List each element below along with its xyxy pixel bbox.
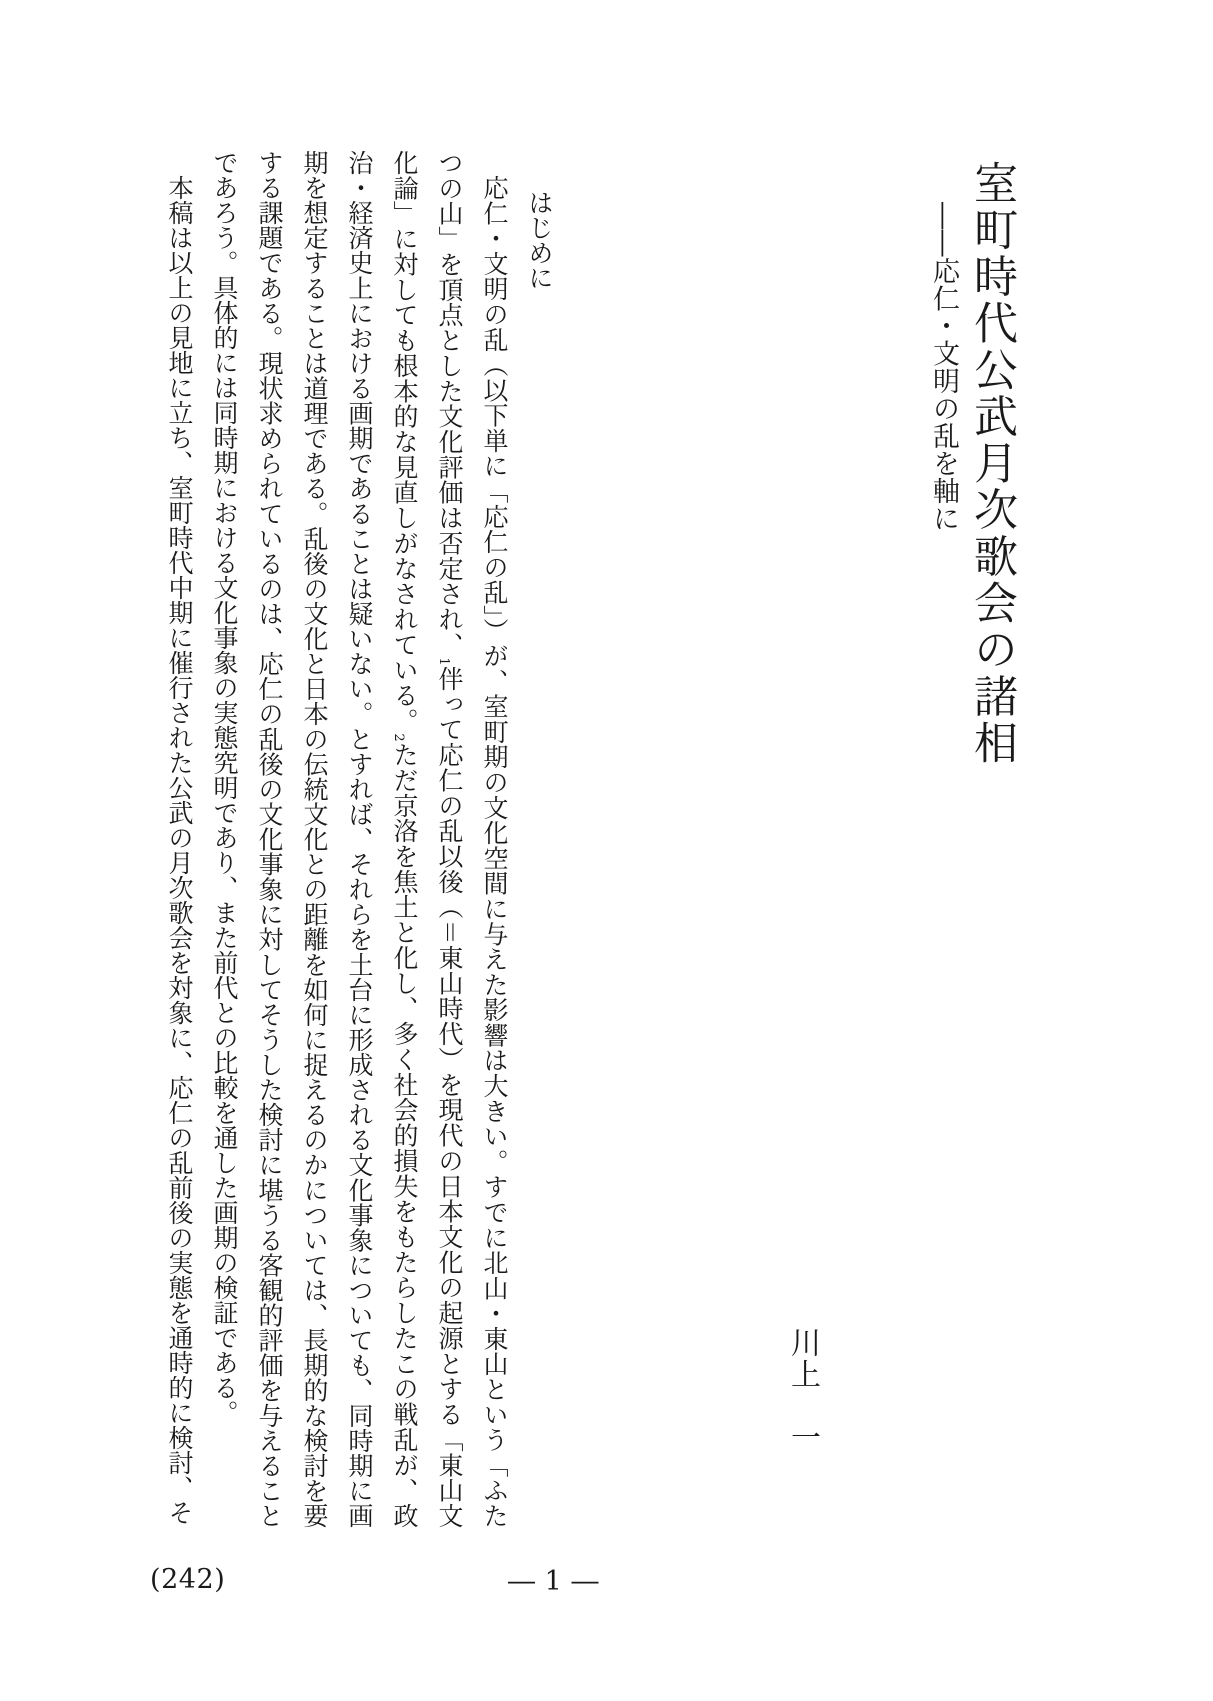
page-number: ― 1 ― bbox=[508, 1566, 600, 1597]
section-heading: はじめに bbox=[525, 190, 554, 290]
paragraph-2: 本稿は以上の見地に立ち、室町時代中期に催行された公武の月次歌会を対象に、応仁の乱前後の実態を通時的に検討、そ bbox=[165, 175, 194, 1525]
body-text bbox=[157, 150, 562, 1528]
paragraph-1-segment-1: 応仁・文明の乱（以下単に「応仁の乱」）が、室町期の文化空間に与えた影響は大きい。すでに北山・東山という「ふたつの山」を頂点とした文化評価は否定され、 bbox=[435, 150, 509, 1529]
page-subtitle: ――応仁・文明の乱を軸に bbox=[928, 202, 959, 533]
paragraph-1-segment-3: ただ京洛を焦土と化し、多く社会的損失をもたらしたこの戦乱が、政治・経済史上における画期であることは疑いない。とすれば、それらを土台に形成される文化事象についても、同時期に画期を想定することは道理である。乱後の文化と日本の伝統文化との距離を如何に捉えるのかについては、長期的な検討を要する課題である。現状求められているのは、応仁の乱後の文化事象に対してそうした検討に堪うる客観的評価を与えることであろう。具体的には同時期における文化事象の実態究明であり、また前代との比較を通した画期の検証である。 bbox=[210, 150, 419, 1529]
folio-number: (242) bbox=[150, 1564, 226, 1595]
paragraph-1 bbox=[202, 150, 517, 1528]
paragraph-1-segment-2: 伴って応仁の乱以後（＝東山時代）を現代の日本文化の起源とする「東山文化論」に対しても根本的な見直しがなされている。 bbox=[390, 150, 464, 1528]
footnote-marker-2: 2 bbox=[391, 733, 406, 742]
footnote-marker-1: 1 bbox=[436, 657, 451, 666]
page-title: 室町時代公武月次歌会の諸相 bbox=[966, 160, 1017, 767]
title-block bbox=[921, 160, 1017, 1260]
author-name: 川上 一 bbox=[785, 1327, 820, 1453]
